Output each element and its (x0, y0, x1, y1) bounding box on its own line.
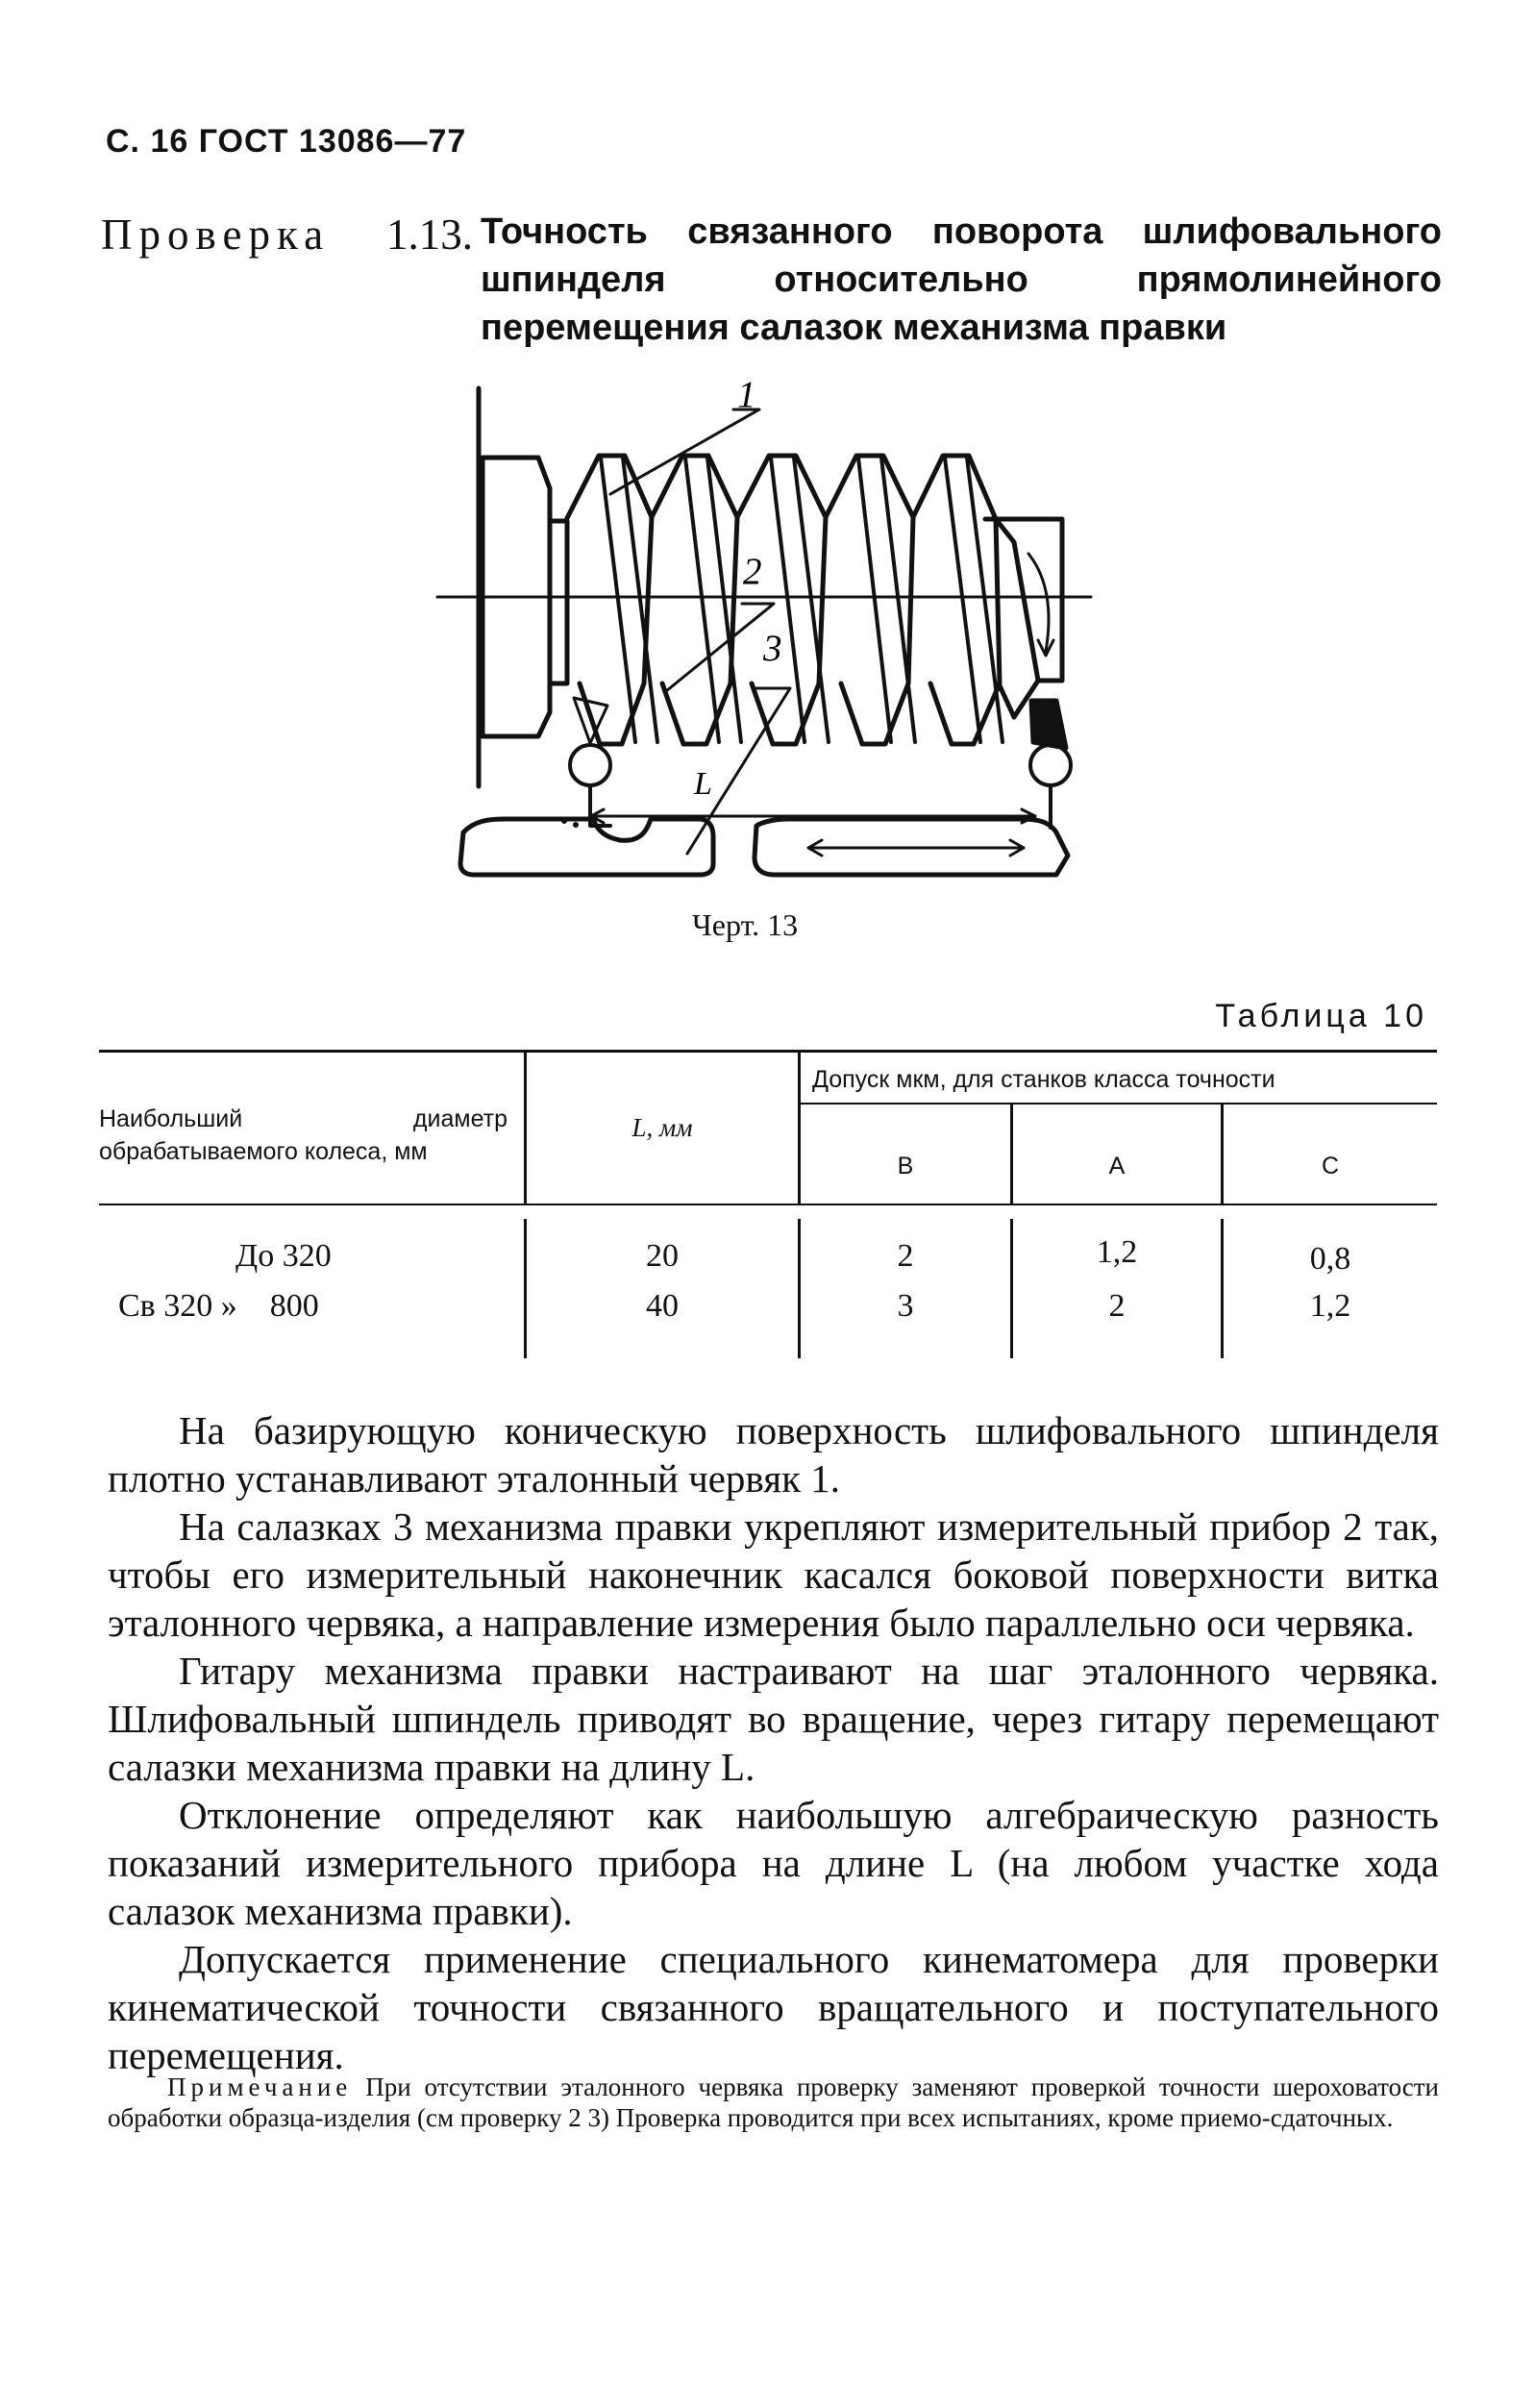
row-1-class-c: 0,8 (1309, 1241, 1351, 1277)
row-2-length: 40 (646, 1288, 679, 1324)
row-2-class-c: 1,2 (1309, 1288, 1351, 1324)
page-header: С. 16 ГОСТ 13086—77 (106, 123, 467, 160)
instruction-paragraph: Гитару механизма правки настраивают на шаг эталонного червяка. Шлифовальный шпиндель приводят во вращение, через гитару перемещают салазки механизма правки на длину L. (108, 1649, 1439, 1789)
row-1-length: 20 (646, 1238, 679, 1274)
worm-check-svg (428, 381, 1245, 919)
callout-one-label: 1 (737, 381, 756, 415)
class-c-header: С (1321, 1153, 1340, 1179)
length-header: L, мм (631, 1113, 693, 1142)
gauge-right-head (1030, 745, 1071, 785)
worm-end-thread (996, 519, 1038, 717)
table-label: Таблица 10 (1215, 998, 1427, 1034)
row-2-class-b: 3 (897, 1288, 914, 1324)
table-group-rule (799, 1103, 1437, 1105)
class-b-header: В (897, 1153, 914, 1179)
check-label: Проверка (101, 211, 331, 259)
callout-leader-one (610, 410, 759, 494)
check-instructions (108, 1406, 1439, 2079)
check-title: Точность связанного поворота шлифовального шпинделя относительно прямолинейного перемещения салазок механизма правки (481, 211, 1442, 348)
row-2-diameter: Св 320 » 800 (118, 1288, 319, 1324)
check-block (101, 202, 1442, 356)
check-number: 1.13. (386, 211, 473, 259)
tolerance-group-header: Допуск мкм, для станков класса точности (812, 1066, 1275, 1093)
instruction-paragraph: Отклонение определяют как наибольшую алгебраическую разность показаний измерительного прибора на длине L (на любом участке хода салазок механизма правки). (108, 1793, 1439, 1933)
callout-two-label: 2 (743, 551, 762, 592)
tolerance-table (99, 1050, 1437, 1377)
gauge-left-head (570, 745, 610, 785)
slide-left (460, 819, 713, 875)
diameter-header: Наибольший диаметр обрабатываемого колеса, мм (99, 1105, 508, 1165)
callout-leader-two (666, 604, 774, 691)
row-1-diameter: До 320 (235, 1238, 332, 1274)
length-label: L (694, 766, 712, 802)
gauge-right-tip (1031, 701, 1066, 748)
note-block (108, 2072, 1439, 2133)
note-label: Примечание (167, 2073, 353, 2101)
row-1-class-a: 1,2 (1096, 1234, 1138, 1270)
callout-three-label: 3 (763, 628, 782, 669)
table-header-rule (99, 1204, 1437, 1205)
table-top-rule (99, 1050, 1437, 1053)
row-2-class-a: 2 (1108, 1288, 1126, 1324)
instruction-paragraph: На салазках 3 механизма правки укрепляют измерительный прибор 2 так, чтобы его измерительный наконечник касался боковой поверхности витка эталонного червяка, а направление измерения было параллельно оси червяка. (108, 1504, 1439, 1645)
figure-caption: Черт. 13 (692, 907, 799, 942)
class-a-header: А (1108, 1153, 1126, 1179)
worm-check-diagram (428, 381, 1245, 919)
instruction-paragraph: На базирующую коническую поверхность шлифовального шпинделя плотно устанавливают эталонный червяк 1. (108, 1408, 1439, 1501)
note-text: При отсутствии эталонного червяка проверку заменяют проверкой точности шероховатости обработки образца-изделия (см проверку 2 3) Проверка проводится при всех испытаниях, кроме приемо-сдаточных. (108, 2073, 1440, 2132)
row-1-class-b: 2 (897, 1238, 914, 1274)
worm-shaft-left (550, 521, 567, 683)
instruction-paragraph: Допускается применение специального кинематомера для проверки кинематической точности связанного вращательного и поступательного перемещения. (108, 1937, 1439, 2077)
